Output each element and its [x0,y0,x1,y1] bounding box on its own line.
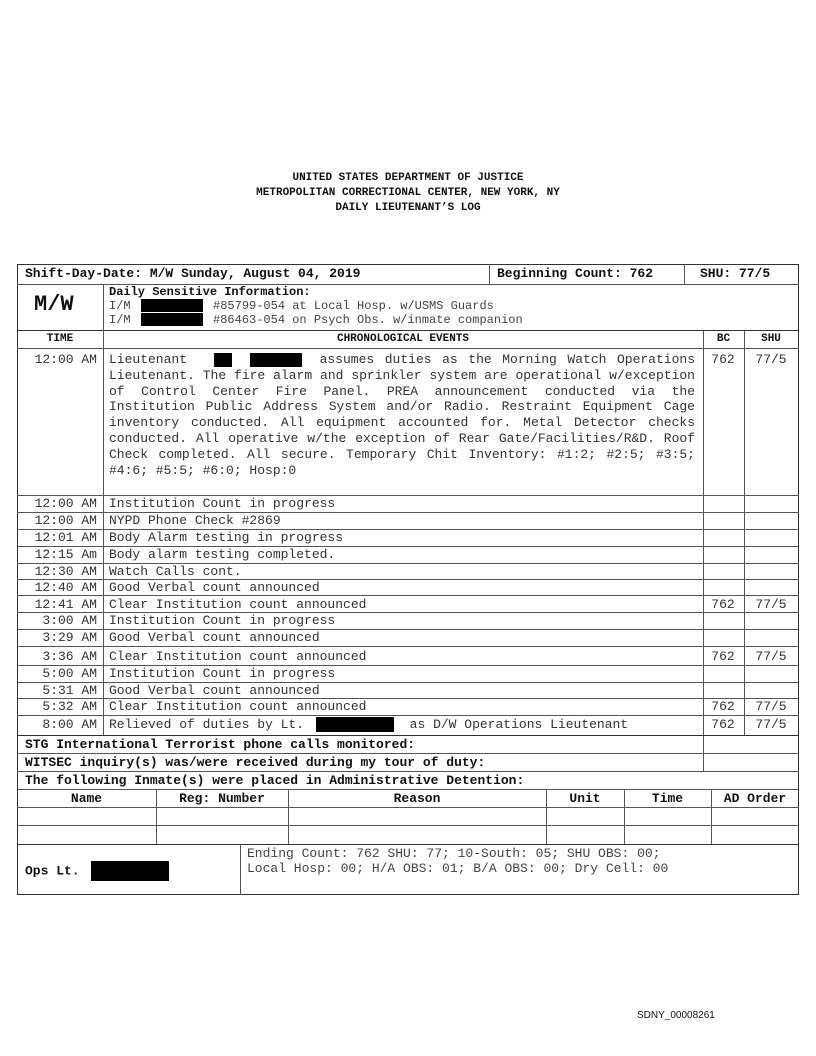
shu-column-header: SHU [761,333,781,345]
ad-detention-note: The following Inmate(s) were placed in Administrative Detention: [25,773,525,788]
ad-header-time: Time [651,791,684,806]
column-line [103,330,104,735]
event-text: Clear Institution count announced [109,649,367,664]
ops-lt-signature [25,861,169,881]
event-time: 12:00 AM [34,513,97,528]
redaction [91,861,169,881]
ad-header-reason: Reason [393,791,441,806]
event-time: 8:00 AM [42,717,97,732]
shu-count: SHU: 77/5 [700,266,771,281]
column-line [744,330,745,735]
column-line [240,844,241,895]
redaction [250,353,302,367]
ad-header-unit: Unit [569,791,601,806]
bates-number: SDNY_00008261 [637,1010,715,1021]
sensitive-prefix: I/M [109,299,131,313]
agency-title: UNITED STATES DEPARTMENT OF JUSTICE [292,172,524,184]
event-text: Clear Institution count announced [109,699,367,714]
event-time: 3:29 AM [42,630,97,645]
event-time: 12:00 AM [34,496,97,511]
beginning-count: Beginning Count: 762 [497,266,654,281]
bc-column-header: BC [716,333,731,345]
ending-count-line: Ending Count: 762 SHU: 77; 10-South: 05; SHU OBS: 00; [247,846,661,861]
sensitive-line [109,313,523,327]
event-text: Good Verbal count announced [109,580,320,595]
event-time: 12:15 Am [34,547,97,562]
ad-header-name: Name [70,791,103,806]
event-time: 3:36 AM [42,649,97,664]
shift-day-date: Shift-Day-Date: M/W Sunday, August 04, 2019 [25,266,361,281]
sensitive-text: #85799-054 at Local Hosp. w/USMS Guards [213,299,494,313]
event-text [109,352,695,478]
event-text-start: Relieved of duties by Lt. [109,717,305,732]
sensitive-line [109,299,494,313]
divider [17,595,799,596]
divider [17,715,799,716]
event-text [109,717,628,733]
event-shu: 77/5 [755,649,787,664]
time-column-header: TIME [46,333,74,345]
event-text: Body alarm testing completed. [109,547,336,562]
divider [17,348,799,349]
ad-header-reg: Reg: Number [179,791,265,806]
event-shu: 77/5 [755,717,787,732]
event-time: 12:01 AM [34,530,97,545]
events-column-header: CHRONOLOGICAL EVENTS [336,333,470,345]
event-text: Good Verbal count announced [109,683,320,698]
sensitive-prefix: I/M [109,313,131,327]
redaction [316,717,394,732]
redaction [214,353,232,367]
event-text: Good Verbal count announced [109,630,320,645]
event-text: Clear Institution count announced [109,597,367,612]
event-text: NYPD Phone Check #2869 [109,513,281,528]
event-bc: 762 [711,649,735,664]
divider [17,844,799,845]
event-time: 12:30 AM [34,564,97,579]
divider [103,284,104,330]
ending-count-line: Local Hosp: 00; H/A OBS: 01; B/A OBS: 00; Dry Cell: 00 [247,861,669,876]
event-text: Institution Count in progress [109,496,336,511]
ad-header-order: AD Order [723,791,787,806]
divider [17,735,799,736]
divider [17,771,799,772]
divider [17,330,799,331]
event-time: 5:31 AM [42,683,97,698]
event-bc: 762 [711,699,735,714]
divider [684,264,685,284]
divider [17,789,799,790]
facility-title: METROPOLITAN CORRECTIONAL CENTER, NEW YORK, NY [256,187,560,199]
divider [17,825,799,826]
event-shu: 77/5 [755,597,787,612]
witsec-note: WITSEC inquiry(s) was/were received during my tour of duty: [25,755,486,770]
event-bc: 762 [711,352,735,367]
event-text-rest: as D/W Operations Lieutenant [409,717,629,732]
event-time: 12:00 AM [34,352,97,367]
event-bc: 762 [711,597,735,612]
event-text: Body Alarm testing in progress [109,530,344,545]
divider [17,646,799,647]
event-text: Watch Calls cont. [109,564,242,579]
stg-note: STG International Terrorist phone calls monitored: [25,737,416,752]
event-time: 12:41 AM [34,597,97,612]
sensitive-text: #86463-054 on Psych Obs. w/inmate companion [213,313,523,327]
ops-lt-label: Ops Lt. [25,863,80,879]
event-time: 12:40 AM [34,580,97,595]
redaction [141,313,203,326]
event-text-rest: assumes duties as the Morning Watch Operations Lieutenant. The fire alarm and sprinkler system are operational w/exception of Control Center Fire Panel. PREA announcement conducted via the Institution Public Address System and/or Radio. Restraint Equipment Cage inventory conducted. All equipment accounted for. Metal Detector checks conducted. All operative w/the exception of Rear Gate/Facilities/R&D. Roof Check completed. All secure. Temporary Chit Inventory: #1:2; #2:5; #3:5; #4:6; #5:5; #6:0; Hosp:0 [109,352,695,478]
event-text-start: Lieutenant [109,352,188,367]
divider [17,807,799,808]
event-bc: 762 [711,717,735,732]
divider [17,753,799,754]
event-shu: 77/5 [755,699,787,714]
event-time: 5:32 AM [42,699,97,714]
event-text: Institution Count in progress [109,666,336,681]
event-shu: 77/5 [755,352,787,367]
sensitive-info-title: Daily Sensitive Information: [109,285,311,299]
shift-code: M/W [34,292,74,317]
log-title: DAILY LIEUTENANT’S LOG [335,202,481,214]
event-text: Institution Count in progress [109,613,336,628]
redaction [141,299,203,312]
event-time: 3:00 AM [42,613,97,628]
event-time: 5:00 AM [42,666,97,681]
divider [489,264,490,284]
